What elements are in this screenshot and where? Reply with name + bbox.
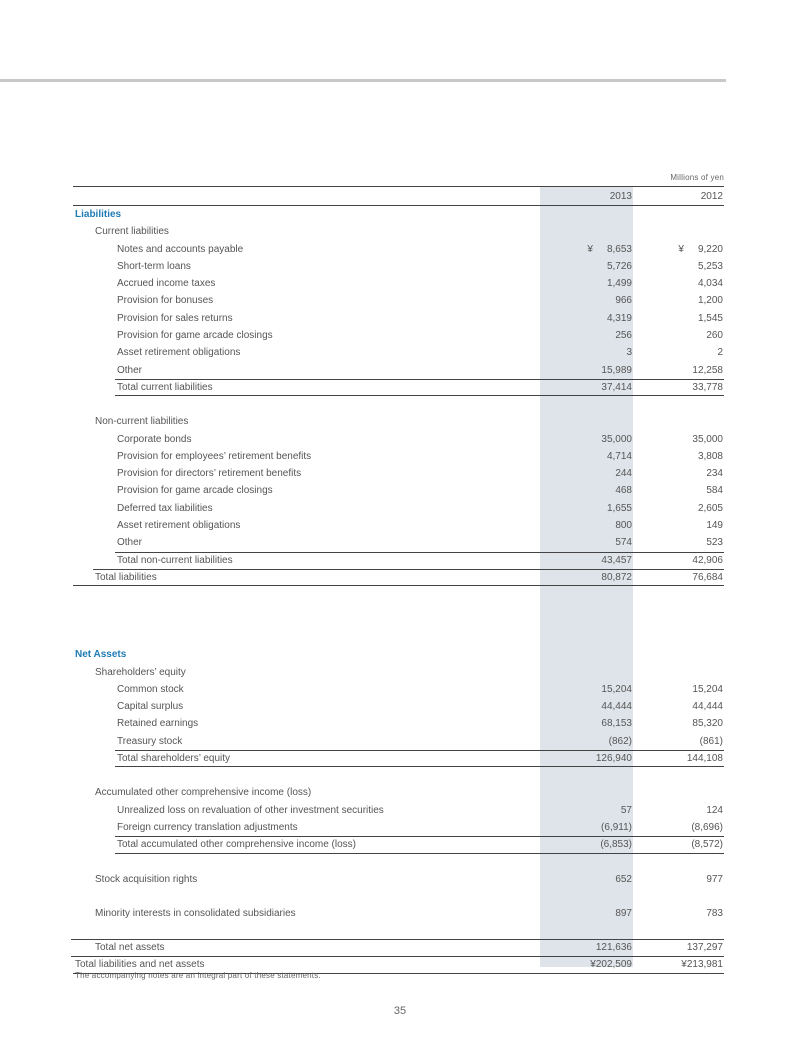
total-2013: 80,872 <box>601 571 632 583</box>
value-text: 966 <box>615 295 632 307</box>
value-2012 <box>706 802 723 819</box>
line-item-row <box>73 681 724 698</box>
value-text: 124 <box>706 804 723 816</box>
total-row <box>73 836 724 853</box>
value-2012: 977 <box>706 873 723 885</box>
value-text: 85,320 <box>692 718 723 730</box>
subsection-label: Current liabilities <box>95 226 169 238</box>
value-2013 <box>615 517 632 534</box>
value-text: 3 <box>626 347 632 359</box>
value-text: 44,444 <box>692 701 723 713</box>
value-2013 <box>607 310 632 327</box>
line-item-row <box>73 534 724 551</box>
value-text: (6,911) <box>601 821 632 833</box>
value-2013 <box>615 482 632 499</box>
value-2012 <box>706 534 723 551</box>
footnote: The accompanying notes are an integral part of these statements. <box>75 971 321 980</box>
yen-symbol: ¥ <box>678 243 684 255</box>
line-item-row <box>73 500 724 517</box>
value-2012 <box>717 344 723 361</box>
subsection-row <box>73 784 724 801</box>
total-2013: (6,853) <box>600 839 632 851</box>
line-item-label: Other <box>117 537 143 549</box>
subsection-label: Accumulated other comprehensive income (loss) <box>95 787 312 799</box>
line-item-row <box>73 819 724 836</box>
spacer <box>73 854 724 871</box>
total-row <box>73 939 724 956</box>
units-label: Millions of yen <box>670 173 724 182</box>
value-text: 8,653 <box>606 243 632 255</box>
section-heading-row <box>73 646 724 663</box>
line-item-row <box>73 517 724 534</box>
value-text: 9,220 <box>697 243 723 255</box>
total-2013: 37,414 <box>601 381 632 393</box>
line-item-label: Asset retirement obligations <box>117 347 241 359</box>
line-item-row <box>73 275 724 292</box>
section-title-net-assets: Net Assets <box>75 649 127 661</box>
value-2013: 897 <box>615 907 632 919</box>
table-header-row <box>73 186 724 206</box>
line-item-label: Deferred tax liabilities <box>117 502 213 514</box>
value-2013 <box>607 448 632 465</box>
value-text: 1,200 <box>697 295 723 307</box>
value-text: 3,808 <box>697 450 723 462</box>
value-text: 4,714 <box>606 450 632 462</box>
spacer <box>73 888 724 905</box>
value-2013 <box>626 344 632 361</box>
grand-total-2012: ¥213,981 <box>681 959 723 971</box>
value-2012 <box>692 698 723 715</box>
value-text: 68,153 <box>601 718 632 730</box>
total-2012: 33,778 <box>692 381 723 393</box>
grand-total-2013: ¥202,509 <box>590 959 632 971</box>
value-text: 1,499 <box>606 278 632 290</box>
value-text: 523 <box>706 537 723 549</box>
value-text: 2,605 <box>697 502 723 514</box>
value-text: (8,696) <box>691 821 723 833</box>
line-item-label: Other <box>117 364 143 376</box>
line-item-label: Retained earnings <box>117 718 199 730</box>
rule <box>115 853 724 854</box>
value-2012 <box>678 241 723 258</box>
line-item-label: Provision for game arcade closings <box>117 330 273 342</box>
value-text: 15,204 <box>601 683 632 695</box>
line-item-label: Short-term loans <box>117 260 191 272</box>
value-2013 <box>609 733 632 750</box>
value-2012 <box>698 258 723 275</box>
line-item-row <box>73 310 724 327</box>
line-item-label: Corporate bonds <box>117 433 192 445</box>
total-label: Total liabilities <box>95 571 157 583</box>
spacer <box>73 396 724 413</box>
line-item-row <box>73 802 724 819</box>
grand-total-label: Total liabilities and net assets <box>75 959 205 971</box>
line-item-row <box>73 362 724 379</box>
value-2012 <box>692 715 723 732</box>
total-row <box>73 379 724 396</box>
value-2013 <box>587 241 632 258</box>
value-text: 2 <box>717 347 723 359</box>
value-text: (862) <box>608 735 632 747</box>
yen-symbol: ¥ <box>587 243 593 255</box>
value-text: 260 <box>706 330 723 342</box>
line-item-label: Provision for sales returns <box>117 312 233 324</box>
rule <box>115 395 724 396</box>
line-item-label: Capital surplus <box>117 701 184 713</box>
value-2013 <box>615 292 632 309</box>
line-item-row <box>73 431 724 448</box>
total-label: Total net assets <box>95 942 165 954</box>
value-text: 4,034 <box>697 278 723 290</box>
value-text: 35,000 <box>692 433 723 445</box>
line-item-label: Foreign currency translation adjustments <box>117 821 298 833</box>
rule <box>73 585 724 586</box>
value-2012 <box>698 500 723 517</box>
balance-sheet-table <box>73 186 724 974</box>
line-item-label: Minority interests in consolidated subsidiaries <box>95 907 296 919</box>
line-item-row <box>73 733 724 750</box>
total-label: Total accumulated other comprehensive income (loss) <box>117 839 356 851</box>
subsection-label: Shareholders’ equity <box>95 666 186 678</box>
value-2012 <box>691 819 723 836</box>
total-2013: 43,457 <box>601 554 632 566</box>
line-item-label: Provision for bonuses <box>117 295 214 307</box>
value-2013 <box>615 534 632 551</box>
value-text: 5,253 <box>697 260 723 272</box>
line-item-label: Common stock <box>117 683 184 695</box>
subsection-label: Non-current liabilities <box>95 416 189 428</box>
line-item-label: Provision for employees’ retirement benefits <box>117 450 312 462</box>
value-2013 <box>607 500 632 517</box>
total-2012: 42,906 <box>692 554 723 566</box>
total-label: Total current liabilities <box>117 381 213 393</box>
subsection-row <box>73 413 724 430</box>
top-rule <box>0 79 726 82</box>
value-2012 <box>692 681 723 698</box>
line-item-row <box>73 241 724 258</box>
line-item-row <box>73 344 724 361</box>
value-2012 <box>698 310 723 327</box>
spacer <box>73 767 724 784</box>
value-2012 <box>706 482 723 499</box>
line-item-label: Notes and accounts payable <box>117 243 244 255</box>
value-2013 <box>615 465 632 482</box>
total-2012: 144,108 <box>686 753 723 765</box>
value-text: (861) <box>699 735 723 747</box>
value-text: 234 <box>706 468 723 480</box>
line-item-row <box>73 698 724 715</box>
line-item-row <box>73 715 724 732</box>
value-text: 12,258 <box>692 364 723 376</box>
page-number: 35 <box>393 1005 407 1017</box>
value-2012 <box>706 327 723 344</box>
line-item-row <box>73 448 724 465</box>
total-2012: 137,297 <box>686 942 723 954</box>
line-item-row <box>73 327 724 344</box>
value-2013 <box>601 715 632 732</box>
value-text: 574 <box>615 537 632 549</box>
value-2012: 783 <box>706 907 723 919</box>
line-item-row <box>73 905 724 922</box>
line-item-row <box>73 465 724 482</box>
subsection-row <box>73 664 724 681</box>
value-text: 35,000 <box>601 433 632 445</box>
line-item-row <box>73 871 724 888</box>
value-2013 <box>621 802 632 819</box>
value-text: 15,204 <box>692 683 723 695</box>
line-item-row <box>73 258 724 275</box>
value-2013: 652 <box>615 873 632 885</box>
value-2012 <box>692 431 723 448</box>
rule <box>115 766 724 767</box>
total-2012: (8,572) <box>691 839 723 851</box>
value-text: 468 <box>615 485 632 497</box>
total-label: Total shareholders’ equity <box>117 753 231 765</box>
value-2013 <box>601 819 632 836</box>
value-text: 1,655 <box>606 502 632 514</box>
line-item-label: Asset retirement obligations <box>117 520 241 532</box>
value-2012 <box>698 275 723 292</box>
total-label: Total non-current liabilities <box>117 554 233 566</box>
total-2013: 121,636 <box>595 942 632 954</box>
line-item-row <box>73 292 724 309</box>
value-text: 15,989 <box>601 364 632 376</box>
value-2013 <box>601 431 632 448</box>
line-item-label: Unrealized loss on revaluation of other investment securities <box>117 804 384 816</box>
line-item-row <box>73 482 724 499</box>
value-2012 <box>700 733 723 750</box>
value-2013 <box>607 258 632 275</box>
line-item-label: Accrued income taxes <box>117 278 216 290</box>
spacer <box>73 922 724 939</box>
value-text: 256 <box>615 330 632 342</box>
value-2012 <box>692 362 723 379</box>
value-2013 <box>607 275 632 292</box>
column-header-2013: 2013 <box>609 191 632 202</box>
value-text: 1,545 <box>697 312 723 324</box>
line-item-label: Treasury stock <box>117 735 183 747</box>
section-title-liabilities: Liabilities <box>75 209 122 220</box>
value-2013 <box>601 698 632 715</box>
spacer <box>73 586 724 646</box>
total-2012: 76,684 <box>692 571 723 583</box>
value-2013 <box>601 362 632 379</box>
value-text: 800 <box>615 520 632 532</box>
line-item-label: Provision for game arcade closings <box>117 485 273 497</box>
value-text: 57 <box>620 804 632 816</box>
value-2012 <box>698 448 723 465</box>
column-header-2012: 2012 <box>700 191 723 202</box>
total-row <box>73 750 724 767</box>
value-2013 <box>615 327 632 344</box>
value-text: 5,726 <box>606 260 632 272</box>
subsection-row <box>73 223 724 240</box>
value-text: 584 <box>706 485 723 497</box>
total-2013: 126,940 <box>595 753 632 765</box>
value-2012 <box>706 517 723 534</box>
value-text: 4,319 <box>606 312 632 324</box>
value-text: 244 <box>615 468 632 480</box>
value-2013 <box>601 681 632 698</box>
total-row <box>73 569 724 586</box>
value-text: 44,444 <box>601 701 632 713</box>
line-item-label: Provision for directors’ retirement benefits <box>117 468 302 480</box>
value-2012 <box>698 292 723 309</box>
value-2012 <box>706 465 723 482</box>
line-item-label: Stock acquisition rights <box>95 873 198 885</box>
value-text: 149 <box>706 520 723 532</box>
total-row <box>73 552 724 569</box>
section-heading-row <box>73 206 724 223</box>
